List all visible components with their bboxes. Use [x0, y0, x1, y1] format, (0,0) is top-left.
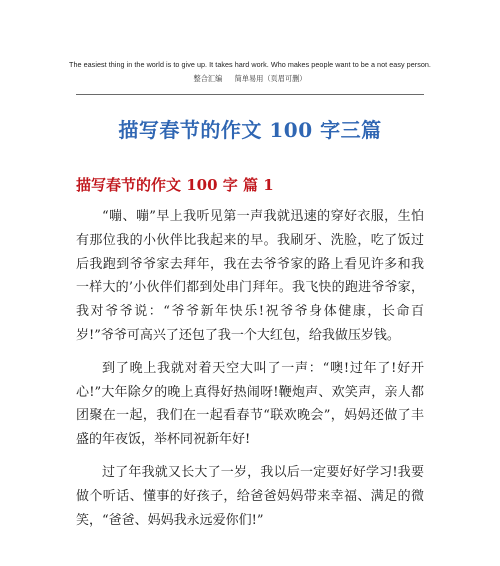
header-quote: The easiest thing in the world is to give up. It takes hard work. Who makes people want to be a not easy person. [69, 60, 431, 69]
header-subtitle [0, 74, 500, 84]
paragraph: 过了年我就又长大了一岁，我以后一定要好好学习!我要做个听话、懂事的好孩子，给爸爸妈妈带来幸福、满足的微笑，“爸爸、妈妈我永远爱你们!” [76, 464, 424, 528]
paragraph: 到了晚上我就对着天空大叫了一声：“噢!过年了!好开心!”大年除夕的晚上真得好热闹呀!鞭炮声、欢笑声，亲人都团聚在一起，我们在一起看春节“联欢晚会”，妈妈还做了丰盛的年夜饭，举杯同祝新年好! [76, 360, 424, 448]
document-title: 描写春节的作文 100 字三篇 [118, 118, 382, 142]
page-header [0, 60, 500, 84]
header-divider [76, 94, 424, 95]
header-sub-right: 简单易用（页眉可删） [234, 74, 307, 83]
header-sub-left: 整合汇编 [193, 74, 223, 83]
paragraph: “嘣、嘣”早上我听见第一声我就迅速的穿好衣服，生怕有那位我的小伙伴比我起来的早。我刷牙、洗脸，吃了饭过后我跑到爷爷家去拜年，我在去爷爷家的路上看见许多和我一样大的’小伙伴们都到处串门拜年。我飞快的跑进爷爷家，我对爷爷说：“爷爷新年快乐!祝爷爷身体健康，长命百岁!”爷爷可高兴了还包了我一个大红包，给我做压岁钱。 [76, 209, 424, 343]
section-title: 描写春节的作文 100 字 篇 1 [76, 176, 274, 194]
article-body [76, 205, 424, 541]
